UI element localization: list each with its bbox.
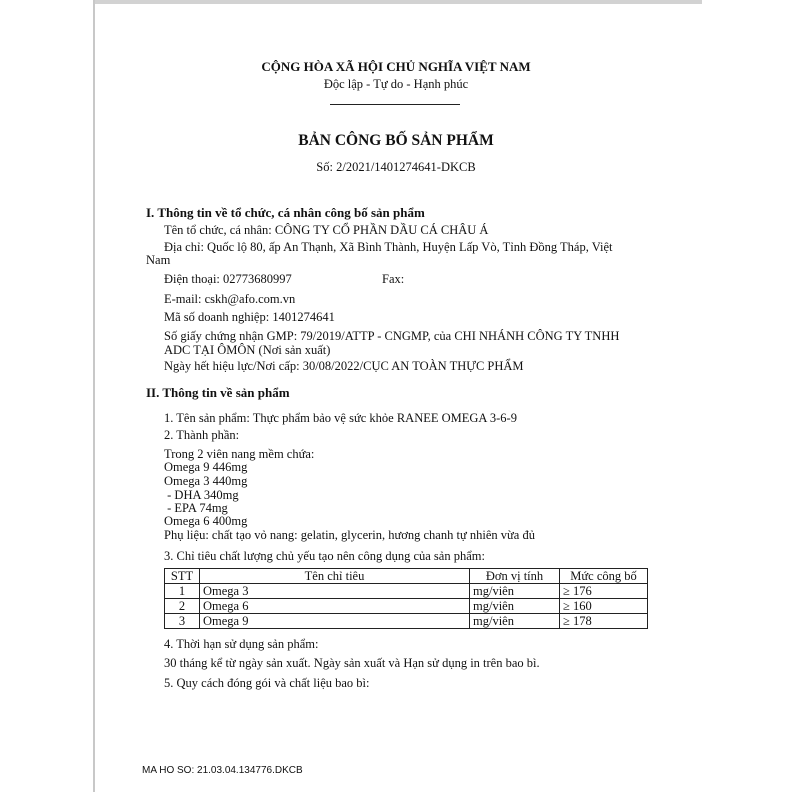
motto: Độc lập - Tự do - Hạnh phúc [323,77,469,91]
section-1-heading: I. Thông tin về tổ chức, cá nhân công bố sản phẩm [146,205,425,220]
table-cell: Omega 9 [200,614,470,629]
org-tax-code: Mã số doanh nghiệp: 1401274641 [164,310,335,324]
table-cell: Omega 3 [200,584,470,599]
table-row [165,584,648,599]
ingredient-line: Omega 3 440mg [164,474,248,488]
table-row [165,599,648,614]
table-cell: ≥ 160 [560,599,648,614]
excipients: Phụ liệu: chất tạo vỏ nang: gelatin, glycerin, hương chanh tự nhiên vừa đủ [164,528,535,542]
document-number: Số: 2/2021/1401274641-DKCB [316,160,476,174]
table-cell: 1 [165,584,200,599]
table-cell: Omega 6 [200,599,470,614]
quality-table [164,568,648,629]
org-email: E-mail: cskh@afo.com.vn [164,292,296,306]
quality-label: 3. Chỉ tiêu chất lượng chủ yếu tạo nên công dụng của sản phẩm: [164,549,485,563]
org-name: Tên tổ chức, cá nhân: CÔNG TY CỔ PHẦN DẦU CÁ CHÂU Á [164,223,489,237]
product-name: 1. Tên sản phẩm: Thực phẩm bảo vệ sức khỏe RANEE OMEGA 3-6-9 [164,411,517,425]
ingredients-label: 2. Thành phần: [164,428,240,442]
country-header: CỘNG HÒA XÃ HỘI CHỦ NGHĨA VIỆT NAM [261,59,531,74]
document-title: BẢN CÔNG BỐ SẢN PHẨM [298,132,494,149]
table-cell: mg/viên [470,584,560,599]
table-header-cell: Mức công bố [560,569,648,584]
org-address-line1: Địa chỉ: Quốc lộ 80, ấp An Thạnh, Xã Bình Thành, Huyện Lấp Vò, Tỉnh Đồng Tháp, Việt [164,240,613,254]
ingredient-line: - EPA 74mg [164,501,228,515]
table-header-cell: Đơn vị tính [470,569,560,584]
table-header-cell: Tên chỉ tiêu [200,569,470,584]
org-address-line2: Nam [146,253,171,267]
table-header-cell: STT [165,569,200,584]
gmp-line1: Số giấy chứng nhận GMP: 79/2019/ATTP - CNGMP, của CHI NHÁNH CÔNG TY TNHH [164,329,620,343]
validity: Ngày hết hiệu lực/Nơi cấp: 30/08/2022/CỤC AN TOÀN THỰC PHẨM [164,359,524,373]
table-row [165,614,648,629]
header-divider [330,104,460,105]
packaging-label: 5. Quy cách đóng gói và chất liệu bao bì: [164,676,370,690]
table-cell: ≥ 176 [560,584,648,599]
table-cell: 2 [165,599,200,614]
table-header-row [165,569,648,584]
file-code: MA HO SO: 21.03.04.134776.DKCB [142,765,303,776]
shelf-life: 30 tháng kể từ ngày sản xuất. Ngày sản xuất và Hạn sử dụng in trên bao bì. [164,656,540,670]
ingredient-line: Omega 9 446mg [164,460,248,474]
gmp-line2: ADC TẠI ÔMÔN (Nơi sản xuất) [164,343,331,357]
ingredient-line: Omega 6 400mg [164,514,248,528]
section-2-heading: II. Thông tin về sản phẩm [146,385,290,400]
ingredient-line: - DHA 340mg [164,488,239,502]
ingredient-line: Trong 2 viên nang mềm chứa: [164,447,315,461]
table-cell: 3 [165,614,200,629]
org-phone: Điện thoại: 02773680997 [164,272,292,286]
table-cell: ≥ 178 [560,614,648,629]
table-cell: mg/viên [470,599,560,614]
table-cell: mg/viên [470,614,560,629]
org-fax: Fax: [382,272,405,286]
shelf-life-label: 4. Thời hạn sử dụng sản phẩm: [164,637,319,651]
